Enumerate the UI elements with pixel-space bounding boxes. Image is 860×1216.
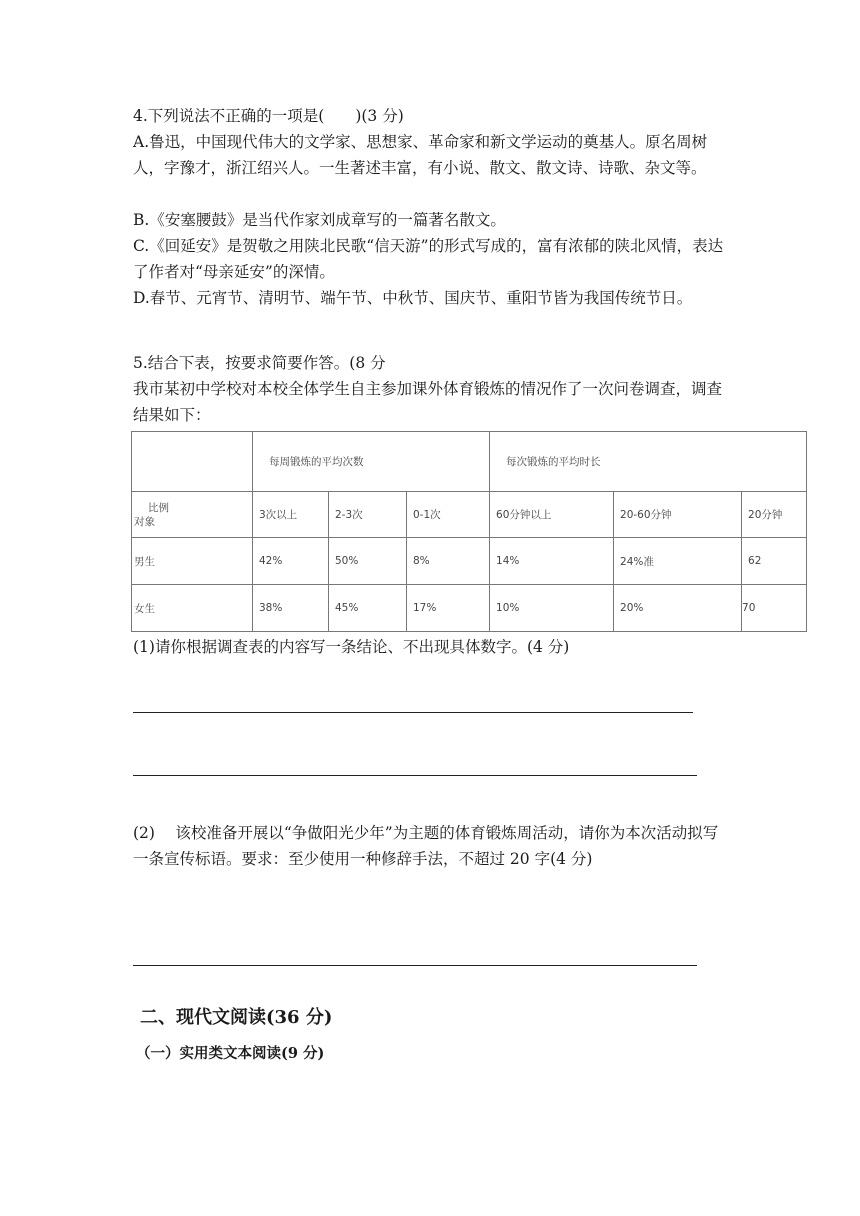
sub-question-1: (1)请你根据调查表的内容写一条结论、不出现具体数字。(4 分) bbox=[133, 638, 570, 656]
row-label: 女生 bbox=[132, 585, 253, 632]
table-cell: 10% bbox=[490, 585, 614, 632]
survey-table bbox=[131, 431, 807, 632]
table-cell: 42% bbox=[253, 538, 329, 585]
table-subheader-row bbox=[132, 492, 807, 538]
table-cell: 62 bbox=[742, 538, 807, 585]
table-row bbox=[132, 585, 807, 632]
table-cell: 50% bbox=[329, 538, 407, 585]
row-label: 男生 bbox=[132, 538, 253, 585]
table-header-row bbox=[132, 432, 807, 492]
column-header: 60分钟以上 bbox=[490, 492, 614, 538]
question-4-stem: 4.下列说法不正确的一项是( )(3 分) bbox=[133, 107, 404, 125]
column-header: 3次以上 bbox=[253, 492, 329, 538]
option-c: C.《回延安》是贺敬之用陕北民歌“信天游”的形式写成的，富有浓郁的陕北风情，表达了作者对“母亲延安”的深情。 bbox=[133, 237, 724, 281]
answer-line[interactable] bbox=[133, 712, 693, 713]
sub-question-2: (2) 该校准备开展以“争做阳光少年”为主题的体育锻炼周活动，请你为本次活动拟写一条宣传标语。要求：至少使用一种修辞手法，不超过 20 字(4 分) bbox=[133, 824, 719, 868]
section-subtitle: （一）实用类文本阅读(9 分) bbox=[136, 1045, 325, 1062]
column-header: 0-1次 bbox=[407, 492, 490, 538]
corner-label-top: 比例 bbox=[148, 501, 169, 514]
table-empty-cell bbox=[132, 432, 253, 492]
answer-line[interactable] bbox=[133, 775, 697, 776]
table-row bbox=[132, 538, 807, 585]
option-b: B.《安塞腰鼓》是当代作家刘成章写的一篇著名散文。 bbox=[133, 211, 506, 229]
question-5-stem: 5.结合下表，按要求简要作答。(8 分 bbox=[133, 354, 386, 372]
survey-intro: 我市某初中学校对本校全体学生自主参加课外体育锻炼的情况作了一次问卷调查，调查结果如下： bbox=[133, 380, 723, 424]
answer-line[interactable] bbox=[133, 965, 697, 966]
table-cell: 17% bbox=[407, 585, 490, 632]
section-title: 二、现代文阅读(36 分) bbox=[140, 1007, 333, 1028]
table-group-header: 每周锻炼的平均次数 bbox=[253, 432, 490, 492]
option-a: A.鲁迅，中国现代伟大的文学家、思想家、革命家和新文学运动的奠基人。原名周树人，字豫才，浙江绍兴人。一生著述丰富，有小说、散文、散文诗、诗歌、杂文等。 bbox=[133, 133, 708, 177]
table-cell: 8% bbox=[407, 538, 490, 585]
table-group-header: 每次锻炼的平均时长 bbox=[490, 432, 807, 492]
table-corner-cell bbox=[132, 492, 253, 538]
table-cell: 14% bbox=[490, 538, 614, 585]
column-header: 2-3次 bbox=[329, 492, 407, 538]
table-cell: 45% bbox=[329, 585, 407, 632]
table-cell: 24%准 bbox=[614, 538, 742, 585]
corner-label-bottom: 对象 bbox=[134, 515, 155, 528]
column-header: 20分钟 bbox=[742, 492, 807, 538]
table-cell: 20% bbox=[614, 585, 742, 632]
table-cell: 70 bbox=[742, 585, 807, 632]
table-cell: 38% bbox=[253, 585, 329, 632]
column-header: 20-60分钟 bbox=[614, 492, 742, 538]
option-d: D.春节、元宵节、清明节、端午节、中秋节、国庆节、重阳节皆为我国传统节日。 bbox=[133, 289, 693, 307]
